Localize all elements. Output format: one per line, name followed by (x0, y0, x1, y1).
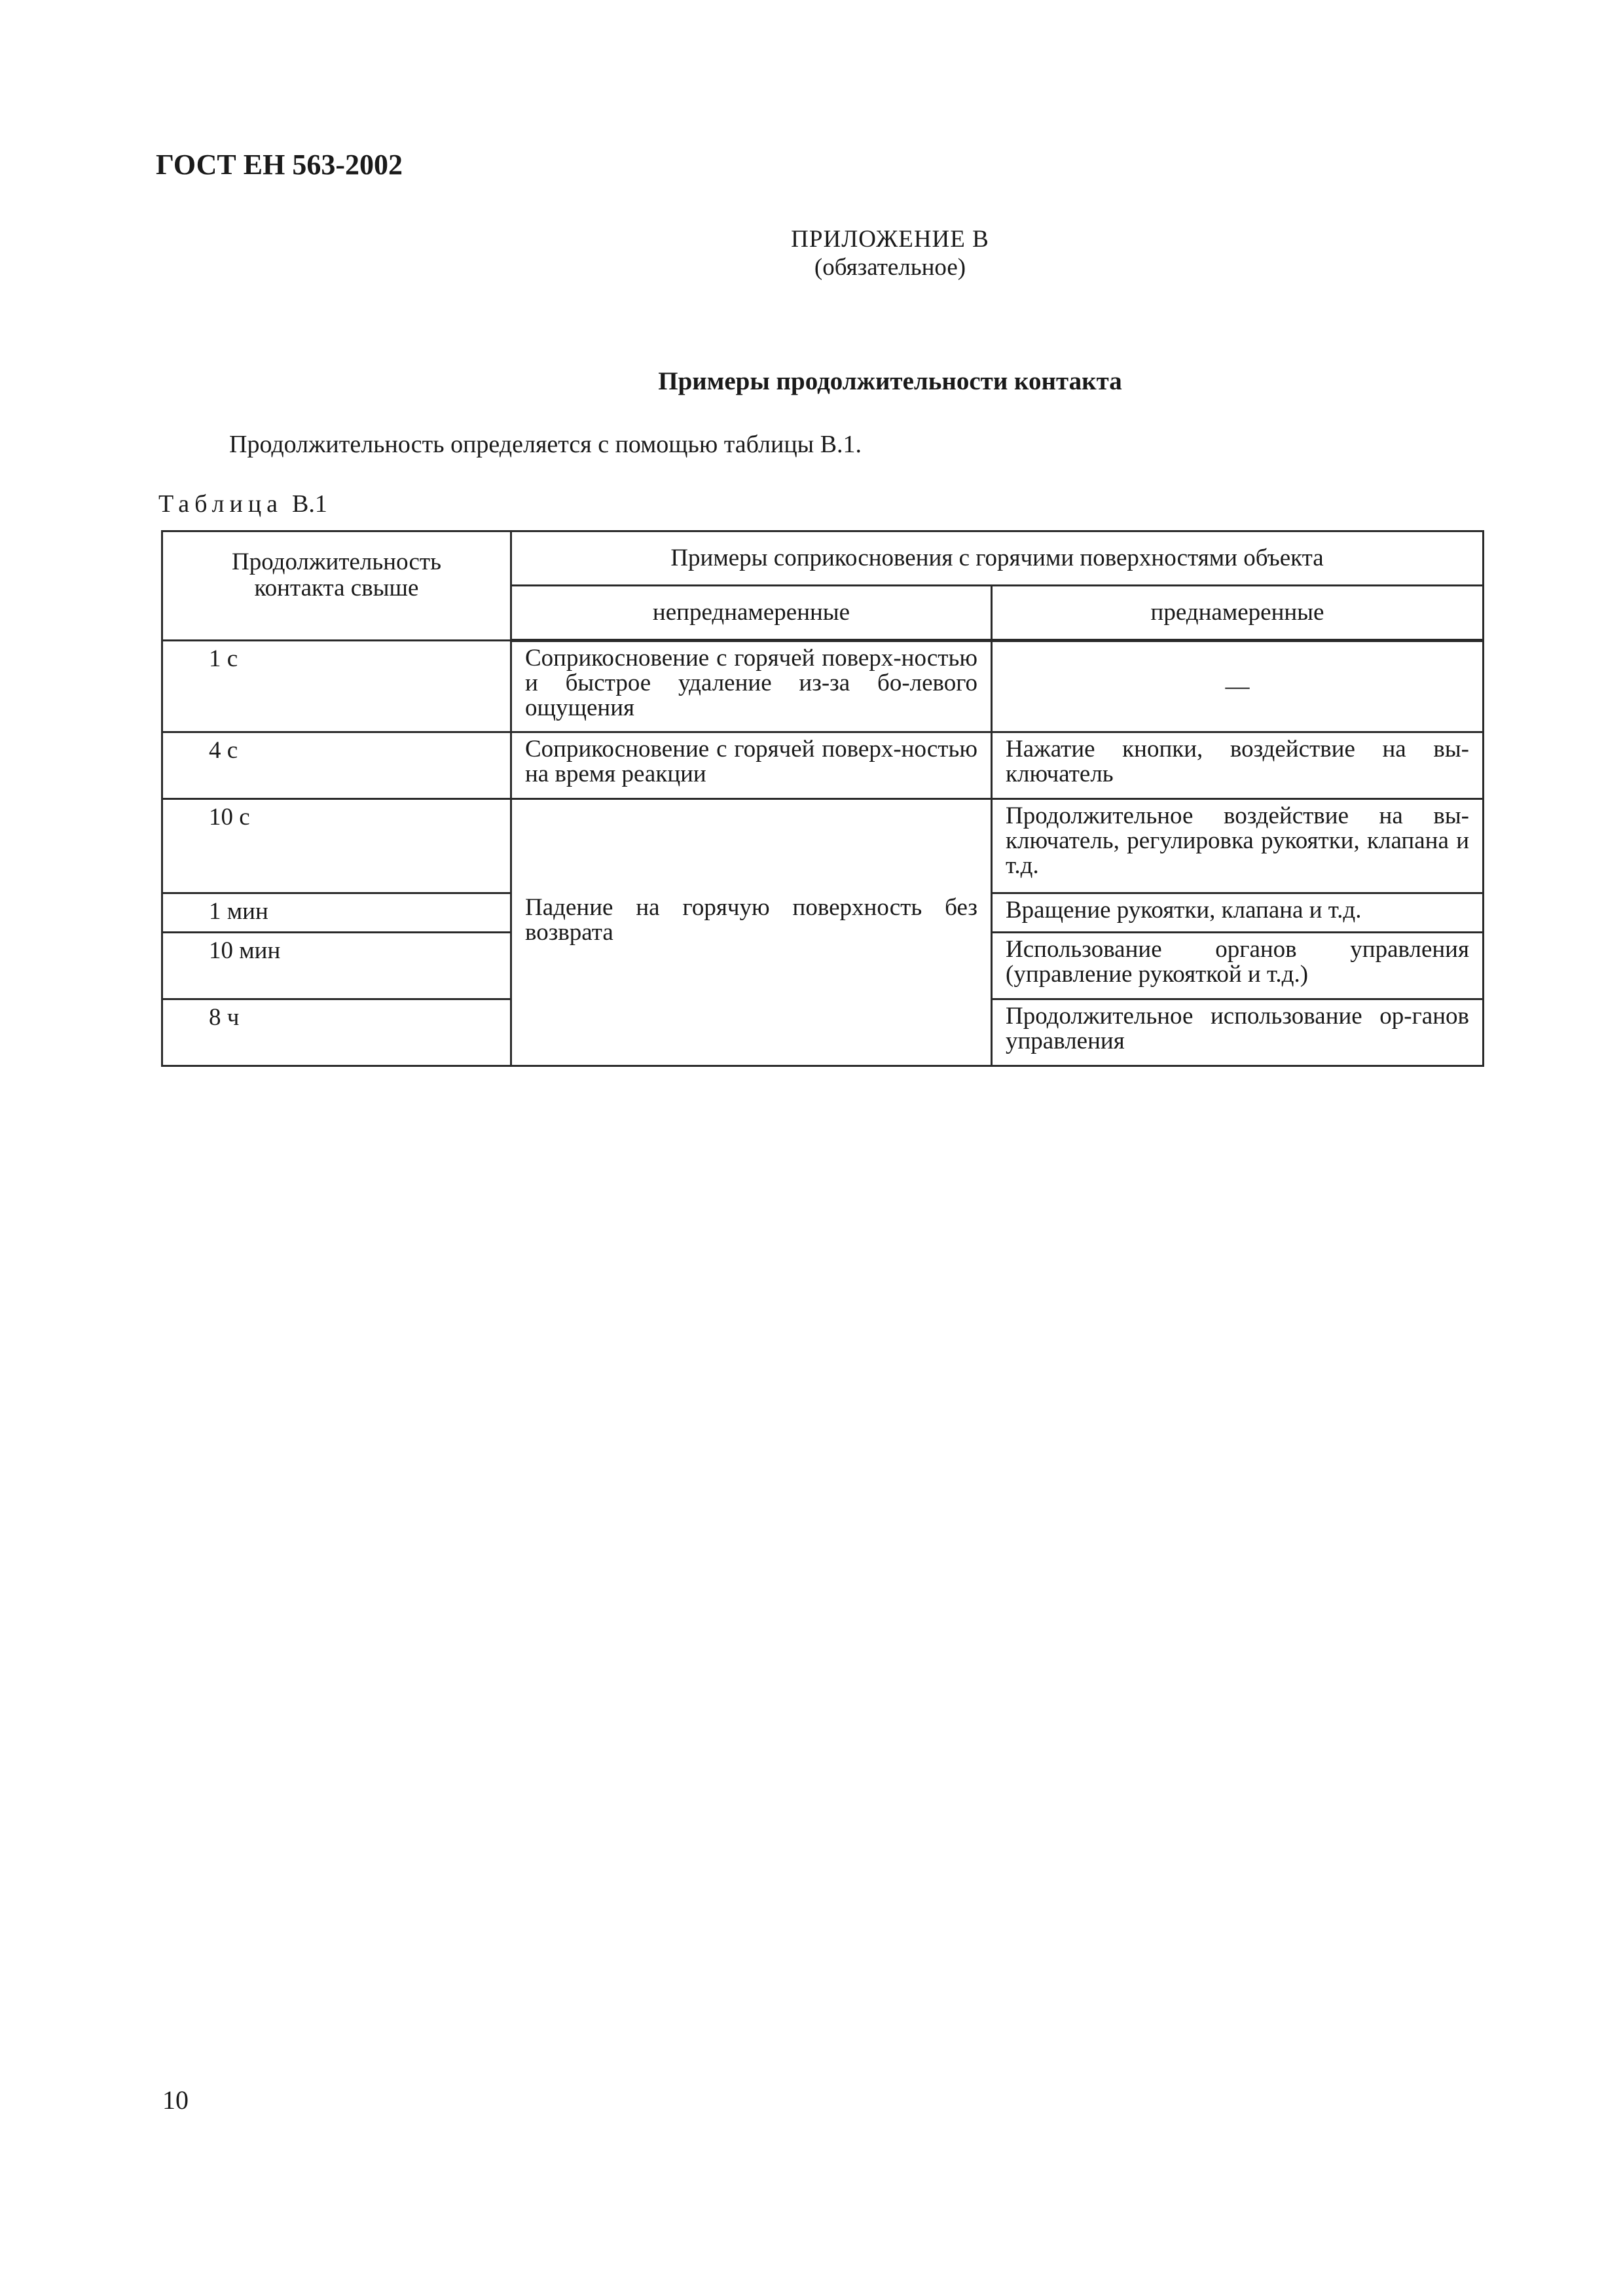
header-examples: Примеры соприкосновения с горячими поверхностями объекта (511, 531, 1484, 586)
table-caption-word: Таблица (158, 490, 283, 518)
table-caption-number: В.1 (292, 490, 327, 518)
unintentional-cell: Соприкосновение с горячей поверх-ностью и быстрое удаление из-за бо-левого ощущения (511, 641, 992, 732)
merged-unintentional-cell: Падение на горячую поверхность без возврата (511, 799, 992, 1066)
header-intentional: преднамеренные (992, 586, 1484, 641)
appendix-title: ПРИЛОЖЕНИЕ В (791, 226, 989, 253)
intentional-cell: Продолжительное использование ор-ганов управления (992, 999, 1484, 1066)
duration-cell: 8 ч (162, 999, 511, 1066)
appendix-heading (0, 225, 1623, 281)
unintentional-cell: Соприкосновение с горячей поверх-ностью на время реакции (511, 732, 992, 799)
intentional-cell: Вращение рукоятки, клапана и т.д. (992, 893, 1484, 933)
duration-cell: 4 с (162, 732, 511, 799)
section-title: Примеры продолжительности контакта (658, 367, 1122, 395)
intentional-cell: Продолжительное воздействие на вы-ключатель, регулировка рукоятки, клапана и т.д. (992, 799, 1484, 893)
contact-duration-table (161, 530, 1484, 1067)
duration-cell: 10 с (162, 799, 511, 893)
table-caption (158, 490, 327, 518)
intentional-cell: — (992, 641, 1484, 732)
intentional-cell: Использование органов управления (управление рукояткой и т.д.) (992, 933, 1484, 999)
header-unintentional: непреднамеренные (511, 586, 992, 641)
table-row (162, 641, 1484, 732)
duration-cell: 1 с (162, 641, 511, 732)
header-duration (162, 531, 511, 641)
table-row (162, 799, 1484, 893)
duration-cell: 1 мин (162, 893, 511, 933)
document-code: ГОСТ ЕН 563-2002 (156, 149, 403, 181)
table-row (162, 732, 1484, 799)
intro-paragraph: Продолжительность определяется с помощью таблицы В.1. (229, 431, 862, 458)
duration-cell: 10 мин (162, 933, 511, 999)
intentional-cell: Нажатие кнопки, воздействие на вы-ключатель (992, 732, 1484, 799)
appendix-status: (обязательное) (814, 254, 966, 281)
header-duration-text: Продолжительность контакта свыше (232, 548, 441, 601)
page-number: 10 (162, 2085, 189, 2115)
